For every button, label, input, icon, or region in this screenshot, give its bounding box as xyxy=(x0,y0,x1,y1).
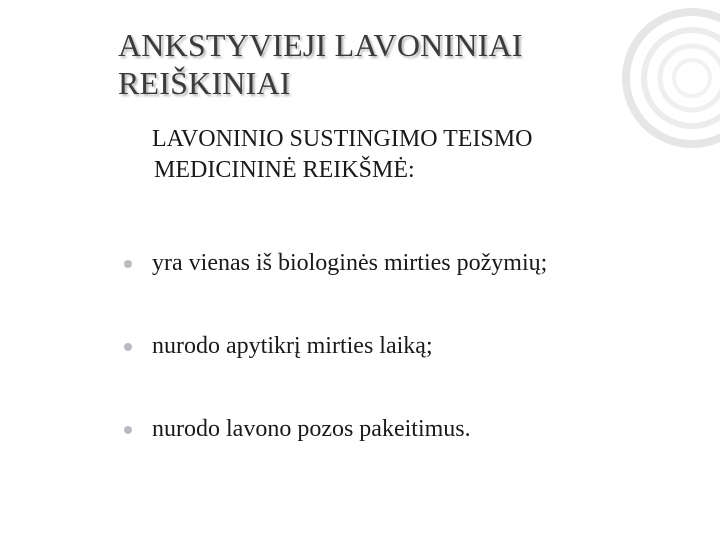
bullet-dot-icon xyxy=(124,260,132,268)
slide-title xyxy=(118,26,678,102)
bullet-item xyxy=(118,414,708,444)
bullet-text: nurodo apytikrį mirties laiką; xyxy=(152,333,433,359)
bullet-dot-icon xyxy=(124,343,132,351)
slide-title-line-2: REIŠKINIAI xyxy=(118,65,291,101)
bullet-text: yra vienas iš biologinės mirties požymių; xyxy=(152,250,548,276)
slide-subtitle-line-1: LAVONINIO SUSTINGIMO TEISMO xyxy=(152,126,533,152)
bullet-item xyxy=(118,248,708,278)
bullet-text: nurodo lavono pozos pakeitimus. xyxy=(152,416,471,442)
slide-subtitle xyxy=(152,124,692,186)
slide-subtitle-line-2: MEDICININĖ REIKŠMĖ: xyxy=(154,157,415,183)
bullet-item xyxy=(118,331,708,361)
bullet-list xyxy=(118,248,708,497)
bullet-dot-icon xyxy=(124,426,132,434)
slide-title-line-1: ANKSTYVIEJI LAVONINIAI xyxy=(118,27,523,63)
